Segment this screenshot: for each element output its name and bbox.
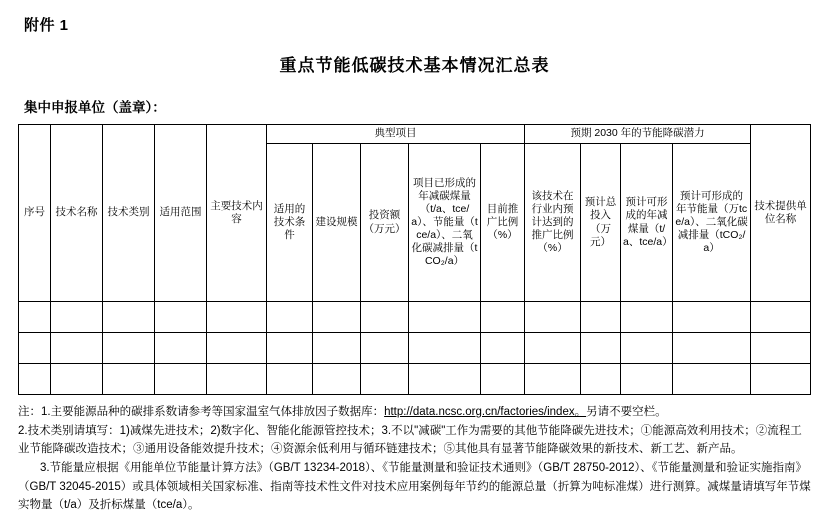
cell-tech-category[interactable]: [103, 302, 155, 333]
cell-scale[interactable]: [313, 333, 361, 364]
cell-tech-category[interactable]: [103, 364, 155, 395]
declaring-unit-line: 集中申报单位（盖章）：: [24, 100, 166, 115]
cell-conditions[interactable]: [267, 302, 313, 333]
cell-investment[interactable]: [361, 302, 409, 333]
cell-investment[interactable]: [361, 364, 409, 395]
footnote-3: 3.节能量应根据《用能单位节能量计算方法》（GB/T 13234-2018）、《节能量测量和验证技术通则》（GB/T 28750-2012）、《节能量测量和验证实施指南》（GB/T 32045-2015）或具体领域相关国家标准、指南等技术性文件对技术应用案例每年节约的能源总量（折算为吨标准煤）进行测算。减煤量请填写年节煤实物量（t/a）及折标煤量（tce/a）。: [18, 461, 811, 512]
col-header-investment: 投资额（万元）: [361, 144, 409, 302]
cell-conditions[interactable]: [267, 364, 313, 395]
cell-expected-ratio[interactable]: [525, 364, 581, 395]
cell-expected-ratio[interactable]: [525, 302, 581, 333]
cell-main-content[interactable]: [207, 302, 267, 333]
col-header-promotion-now: 目前推广比例（%）: [481, 144, 525, 302]
cell-reduction[interactable]: [409, 302, 481, 333]
footnote-1: [18, 403, 811, 422]
cell-seq[interactable]: [19, 364, 51, 395]
footnote-1-url[interactable]: http://data.ncsc.org.cn/factories/index。: [384, 406, 587, 418]
cell-applicant-unit[interactable]: [751, 333, 811, 364]
cell-seq[interactable]: [19, 333, 51, 364]
cell-tech-name[interactable]: [51, 364, 103, 395]
cell-tech-name[interactable]: [51, 302, 103, 333]
col-header-total-investment: 预计总投入（万元）: [581, 144, 621, 302]
col-header-expected-ratio: 该技术在行业内预计达到的推广比例（%）: [525, 144, 581, 302]
footnote-1-tail: 另请不要空栏。: [586, 406, 667, 418]
col-header-annual-energy-co2: 预计可形成的年节能量（万tce/a）、二氧化碳减排量（tCO₂/a）: [673, 144, 751, 302]
cell-annual-energy-co2[interactable]: [673, 302, 751, 333]
footnote-2: 2.技术类别请填写：1)减煤先进技术；2)数字化、智能化能源管控技术；3.不以"减碳"工作为需要的其他节能降碳先进技术；①能源高效利用技术；②流程工业节能降碳改造技术；③通用设备能效提升技术；④资源余低利用与循环链建技术；⑤其他具有显著节能降碳效果的新技术、新工艺、新产品。: [18, 424, 802, 456]
cell-promotion-now[interactable]: [481, 302, 525, 333]
footnotes: [18, 403, 811, 515]
cell-tech-category[interactable]: [103, 333, 155, 364]
cell-promotion-now[interactable]: [481, 364, 525, 395]
summary-table: [18, 124, 811, 395]
cell-conditions[interactable]: [267, 333, 313, 364]
col-header-applicant-unit: 技术提供单位名称: [751, 125, 811, 302]
col-header-scale: 建设规模: [313, 144, 361, 302]
cell-annual-saving[interactable]: [621, 333, 673, 364]
col-header-tech-name: 技术名称: [51, 125, 103, 302]
table-group-header-row: [19, 125, 811, 144]
col-header-main-content: 主要技术内容: [207, 125, 267, 302]
col-header-conditions: 适用的技术条件: [267, 144, 313, 302]
cell-reduction[interactable]: [409, 364, 481, 395]
table-row[interactable]: [19, 364, 811, 395]
cell-scope[interactable]: [155, 302, 207, 333]
cell-tech-name[interactable]: [51, 333, 103, 364]
cell-total-investment[interactable]: [581, 302, 621, 333]
cell-applicant-unit[interactable]: [751, 364, 811, 395]
footnote-1-text: 注：1.主要能源品种的碳排系数请参考等国家温室气体排放因子数据库：: [18, 406, 385, 418]
cell-total-investment[interactable]: [581, 333, 621, 364]
cell-annual-energy-co2[interactable]: [673, 364, 751, 395]
cell-total-investment[interactable]: [581, 364, 621, 395]
cell-applicant-unit[interactable]: [751, 302, 811, 333]
page-title: 重点节能低碳技术基本情况汇总表: [279, 56, 550, 75]
cell-scale[interactable]: [313, 302, 361, 333]
group-header-potential-2030: 预期 2030 年的节能降碳潜力: [525, 125, 751, 144]
cell-seq[interactable]: [19, 302, 51, 333]
col-header-seq: 序号: [19, 125, 51, 302]
cell-annual-saving[interactable]: [621, 364, 673, 395]
cell-annual-energy-co2[interactable]: [673, 333, 751, 364]
col-header-annual-saving: 预计可形成的年减煤量（t/a、tce/a）: [621, 144, 673, 302]
attachment-label: 附件 1: [24, 17, 69, 34]
cell-investment[interactable]: [361, 333, 409, 364]
cell-reduction[interactable]: [409, 333, 481, 364]
col-header-reduction: 项目已形成的年减碳煤量（t/a、tce/a）、节能量（tce/a）、二氧化碳减排量（tCO₂/a）: [409, 144, 481, 302]
group-header-typical-project: 典型项目: [267, 125, 525, 144]
cell-main-content[interactable]: [207, 333, 267, 364]
cell-annual-saving[interactable]: [621, 302, 673, 333]
table-row[interactable]: [19, 302, 811, 333]
table-row[interactable]: [19, 333, 811, 364]
cell-scale[interactable]: [313, 364, 361, 395]
cell-scope[interactable]: [155, 364, 207, 395]
col-header-tech-category: 技术类别: [103, 125, 155, 302]
cell-expected-ratio[interactable]: [525, 333, 581, 364]
col-header-scope: 适用范围: [155, 125, 207, 302]
cell-main-content[interactable]: [207, 364, 267, 395]
cell-scope[interactable]: [155, 333, 207, 364]
cell-promotion-now[interactable]: [481, 333, 525, 364]
